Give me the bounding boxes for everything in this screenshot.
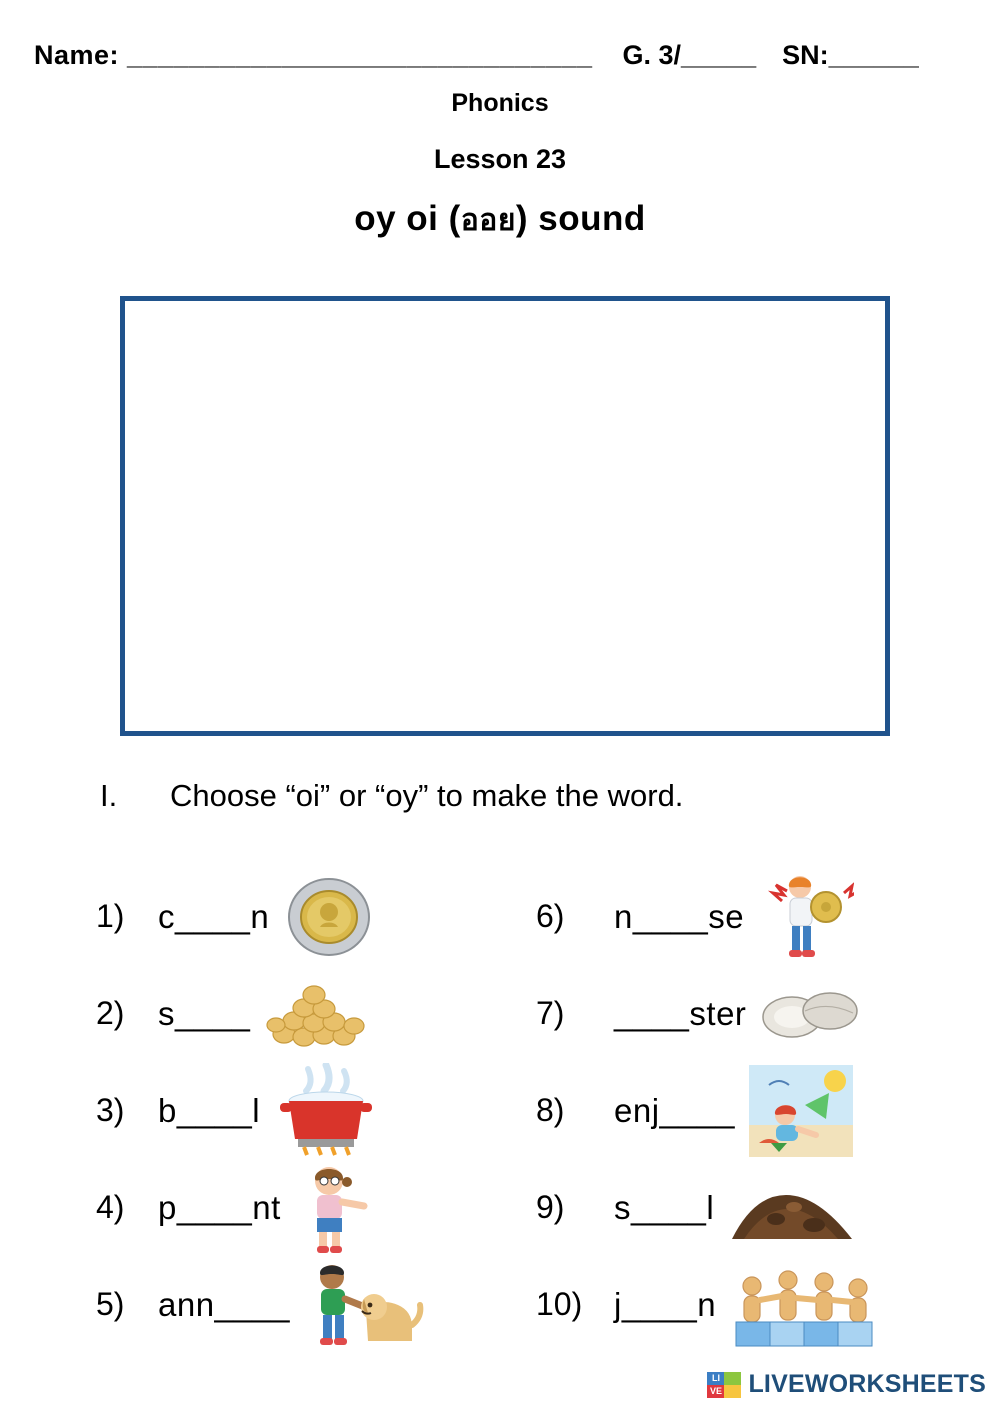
item-number: 7)	[536, 995, 565, 1031]
liveworksheets-logo-icon	[707, 1372, 741, 1398]
name-field-label: Name: ______________________________	[34, 40, 593, 70]
boiling-pot-image	[260, 1065, 536, 1157]
exercise-item-2	[96, 968, 536, 1060]
item-word-blank[interactable]: ____ster	[614, 994, 747, 1032]
instruction-text: Choose “oi” or “oy” to make the word.	[170, 778, 684, 813]
exercise-item-6	[536, 871, 976, 963]
exercise-item-9	[536, 1162, 976, 1254]
embedded-media-box[interactable]	[120, 296, 890, 736]
item-number: 6)	[536, 898, 565, 934]
student-info-row	[20, 0, 980, 71]
exercise-item-10	[536, 1259, 976, 1351]
item-number: 1)	[96, 898, 125, 934]
exercise-row	[96, 1062, 976, 1159]
item-number: 3)	[96, 1092, 125, 1128]
exercise-item-1	[96, 871, 536, 963]
oyster-image	[746, 968, 976, 1060]
exercise-row	[96, 868, 976, 965]
logo-tile-green	[724, 1372, 741, 1385]
liveworksheets-watermark[interactable]	[707, 1370, 986, 1399]
sound-title-thai: ออย	[460, 204, 516, 237]
item-word-blank[interactable]: enj____	[614, 1091, 735, 1129]
exercise-row	[96, 965, 976, 1062]
coin-image	[269, 871, 536, 963]
exercise-item-3	[96, 1065, 536, 1157]
girl-pointing-image	[281, 1162, 536, 1254]
lesson-title: Lesson 23	[433, 144, 567, 174]
exercise-item-7	[536, 968, 976, 1060]
sn-field-label: SN:______	[782, 40, 919, 70]
subject-title: Phonics	[451, 89, 549, 117]
exercise-item-8	[536, 1065, 976, 1157]
soy-beans-image	[250, 968, 536, 1060]
exercise-row	[96, 1256, 976, 1353]
item-word-blank[interactable]: s____l	[614, 1188, 715, 1226]
instruction-line	[100, 778, 683, 814]
item-number: 9)	[536, 1189, 565, 1225]
item-number: 4)	[96, 1189, 125, 1225]
sound-title-tail: ) sound	[515, 199, 646, 238]
item-number: 5)	[96, 1286, 125, 1322]
sound-title	[20, 197, 980, 244]
logo-tile-ve: VE	[707, 1385, 724, 1398]
item-word-blank[interactable]: b____l	[158, 1091, 261, 1129]
item-number: 10)	[536, 1286, 583, 1322]
item-word-blank[interactable]: p____nt	[158, 1188, 281, 1226]
logo-tile-li: LI	[707, 1372, 724, 1385]
boy-with-cymbals-noise-image	[744, 871, 976, 963]
sound-title-main: oy oi (	[354, 199, 461, 238]
logo-tile-yellow	[724, 1385, 741, 1398]
item-word-blank[interactable]: ann____	[158, 1285, 290, 1323]
item-word-blank[interactable]: s____	[158, 994, 251, 1032]
exercise-row	[96, 1159, 976, 1256]
exercise-item-4	[96, 1162, 536, 1254]
item-word-blank[interactable]: c____n	[158, 897, 270, 935]
item-word-blank[interactable]: j____n	[614, 1285, 717, 1323]
item-number: 8)	[536, 1092, 565, 1128]
grade-field-label: G. 3/_____	[622, 40, 757, 70]
item-number: 2)	[96, 995, 125, 1031]
exercise-list	[96, 868, 976, 1353]
people-joining-puzzle-image	[716, 1259, 976, 1351]
item-word-blank[interactable]: n____se	[614, 897, 745, 935]
liveworksheets-brand-text: LIVEWORKSHEETS	[748, 1370, 986, 1398]
instruction-numeral: I.	[100, 778, 118, 813]
dog-annoying-boy-image	[290, 1259, 536, 1351]
soil-mound-image	[714, 1162, 976, 1254]
exercise-item-5	[96, 1259, 536, 1351]
child-enjoying-beach-image	[735, 1065, 976, 1157]
